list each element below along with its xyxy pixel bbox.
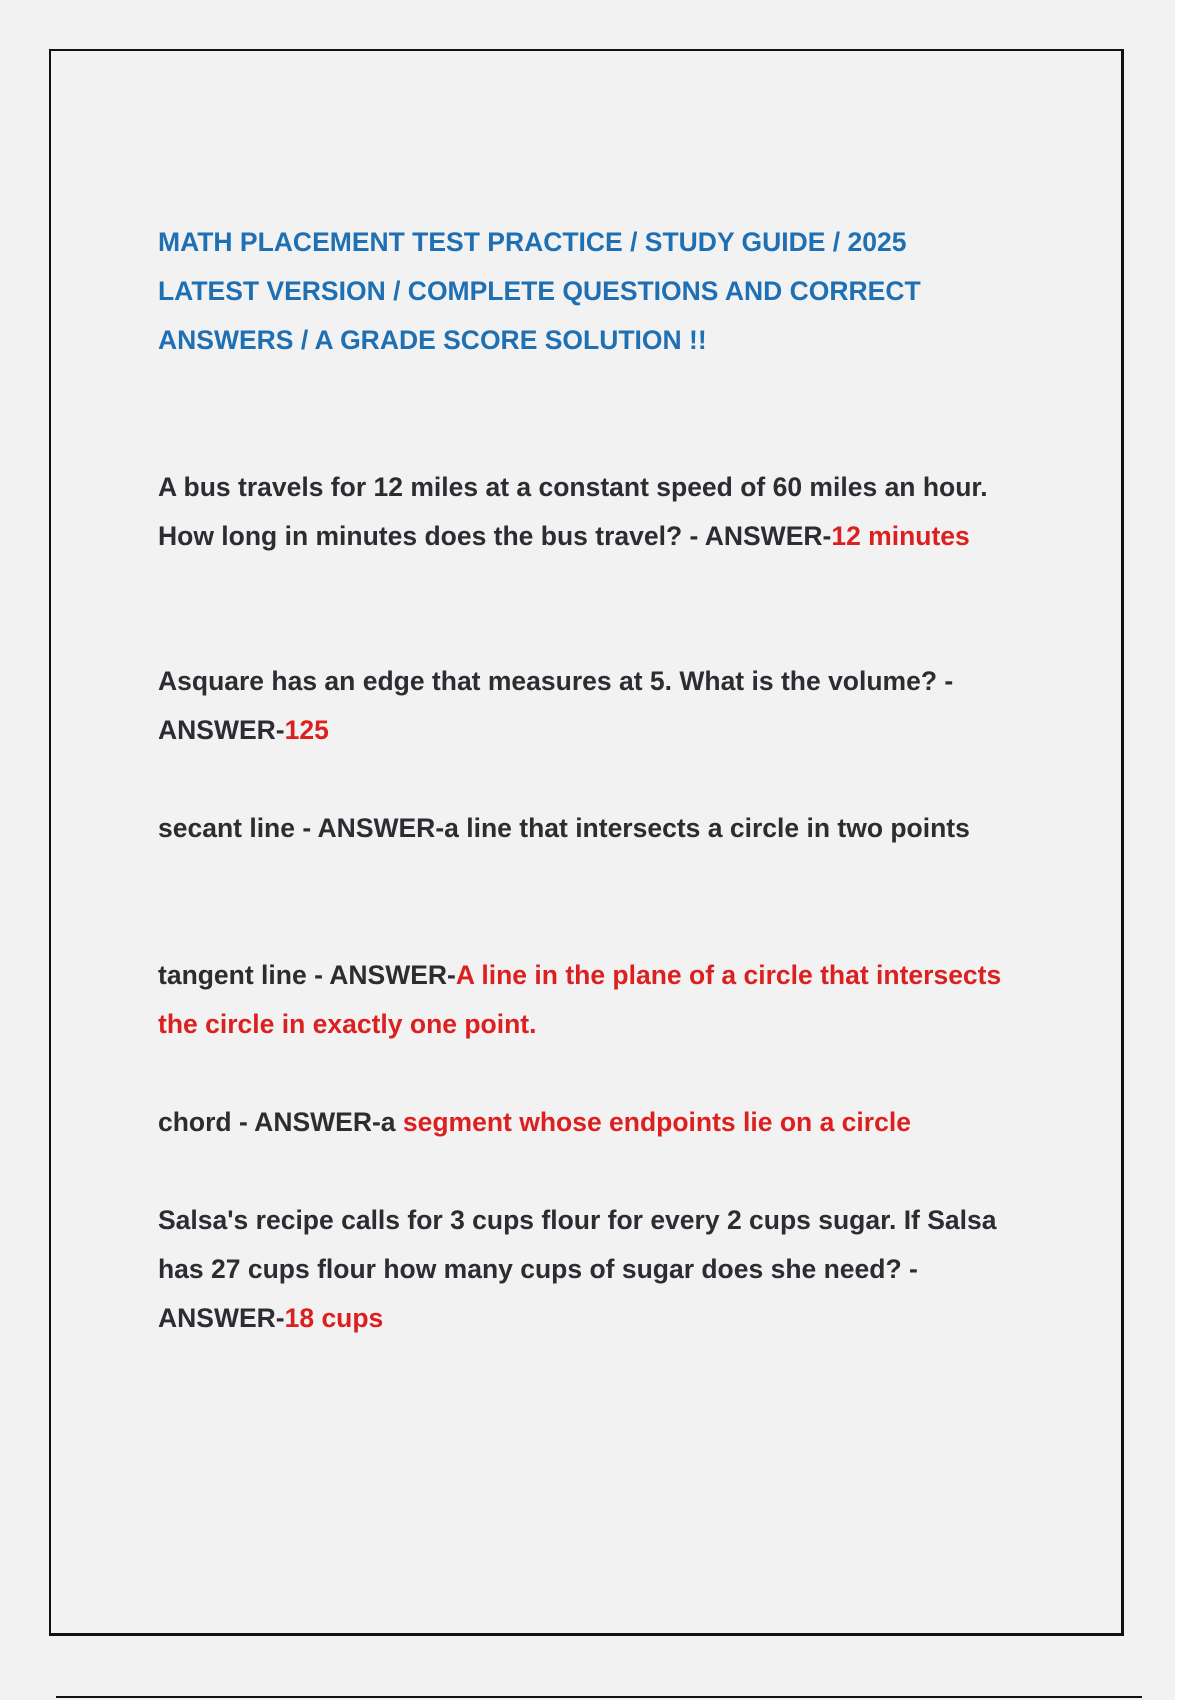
answer-text: 18 cups [284,1303,384,1333]
question-text: secant line - ANSWER-a line that intersects a circle in two points [158,813,970,843]
question-text: A bus travels for 12 miles at a constant speed of 60 miles an hour. How long in minutes does the bus travel? - ANSWER- [158,472,988,551]
qa-item [158,804,1038,853]
qa-item [158,951,1038,1049]
qa-item [158,463,1038,561]
answer-text: segment whose endpoints lie on a circle [402,1107,911,1137]
qa-item [158,657,1038,755]
answer-text: A line in the plane of a circle that intersects the circle in exactly one point. [158,960,1002,1039]
question-text: Asquare has an edge that measures at 5. What is the volume? - ANSWER- [158,666,954,745]
question-text: Salsa's recipe calls for 3 cups flour for every 2 cups sugar. If Salsa has 27 cups flour how many cups of sugar does she need? - ANSWER- [158,1205,997,1333]
qa-item [158,1098,1038,1147]
question-text: chord - ANSWER-a [158,1107,403,1137]
qa-item [158,1196,1038,1343]
question-text: tangent line - ANSWER- [158,960,456,990]
answer-text: 125 [284,715,329,745]
answer-text: 12 minutes [831,521,970,551]
document-title: MATH PLACEMENT TEST PRACTICE / STUDY GUIDE / 2025 LATEST VERSION / COMPLETE QUESTIONS AND CORRECT ANSWERS / A GRADE SCORE SOLUTION !! [158,227,921,355]
page-divider [56,1696,1142,1698]
